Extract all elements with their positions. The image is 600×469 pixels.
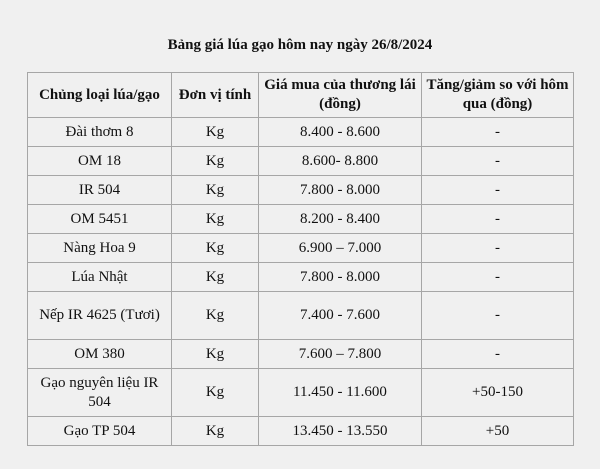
- cell-price: 8.200 - 8.400: [259, 205, 422, 234]
- cell-change: -: [422, 176, 574, 205]
- cell-variety: OM 5451: [28, 205, 172, 234]
- table-row: [28, 176, 574, 205]
- cell-change: +50-150: [422, 369, 574, 417]
- cell-variety: Gạo nguyên liệu IR 504: [28, 369, 172, 417]
- cell-change: +50: [422, 417, 574, 446]
- cell-unit: Kg: [172, 292, 259, 340]
- cell-unit: Kg: [172, 205, 259, 234]
- cell-price: 7.400 - 7.600: [259, 292, 422, 340]
- cell-variety: Đài thơm 8: [28, 118, 172, 147]
- header-unit: Đơn vị tính: [172, 73, 259, 118]
- header-change: Tăng/giảm so với hôm qua (đồng): [422, 73, 574, 118]
- cell-unit: Kg: [172, 234, 259, 263]
- cell-price: 13.450 - 13.550: [259, 417, 422, 446]
- cell-variety: Nàng Hoa 9: [28, 234, 172, 263]
- cell-change: -: [422, 234, 574, 263]
- table-row: [28, 417, 574, 446]
- cell-change: -: [422, 292, 574, 340]
- cell-price: 8.600- 8.800: [259, 147, 422, 176]
- table-header-row: [28, 73, 574, 118]
- cell-variety: Nếp IR 4625 (Tươi): [28, 292, 172, 340]
- cell-unit: Kg: [172, 176, 259, 205]
- cell-unit: Kg: [172, 369, 259, 417]
- cell-unit: Kg: [172, 263, 259, 292]
- cell-change: -: [422, 263, 574, 292]
- cell-unit: Kg: [172, 340, 259, 369]
- cell-unit: Kg: [172, 417, 259, 446]
- cell-price: 11.450 - 11.600: [259, 369, 422, 417]
- cell-price: 6.900 – 7.000: [259, 234, 422, 263]
- table-row: [28, 263, 574, 292]
- cell-change: -: [422, 340, 574, 369]
- table-row: [28, 205, 574, 234]
- rice-price-table: [27, 72, 574, 446]
- cell-variety: Gạo TP 504: [28, 417, 172, 446]
- cell-change: -: [422, 205, 574, 234]
- cell-variety: IR 504: [28, 176, 172, 205]
- table-row: [28, 340, 574, 369]
- cell-price: 7.600 – 7.800: [259, 340, 422, 369]
- cell-variety: OM 18: [28, 147, 172, 176]
- table-row: [28, 292, 574, 340]
- cell-unit: Kg: [172, 118, 259, 147]
- cell-price: 7.800 - 8.000: [259, 263, 422, 292]
- header-trader-price: Giá mua của thương lái (đồng): [259, 73, 422, 118]
- cell-unit: Kg: [172, 147, 259, 176]
- table-row: [28, 118, 574, 147]
- header-variety: Chủng loại lúa/gạo: [28, 73, 172, 118]
- cell-change: -: [422, 118, 574, 147]
- table-row: [28, 147, 574, 176]
- cell-price: 7.800 - 8.000: [259, 176, 422, 205]
- cell-variety: OM 380: [28, 340, 172, 369]
- cell-change: -: [422, 147, 574, 176]
- table-row: [28, 369, 574, 417]
- table-row: [28, 234, 574, 263]
- page-title: Bảng giá lúa gạo hôm nay ngày 26/8/2024: [167, 37, 433, 53]
- cell-variety: Lúa Nhật: [28, 263, 172, 292]
- cell-price: 8.400 - 8.600: [259, 118, 422, 147]
